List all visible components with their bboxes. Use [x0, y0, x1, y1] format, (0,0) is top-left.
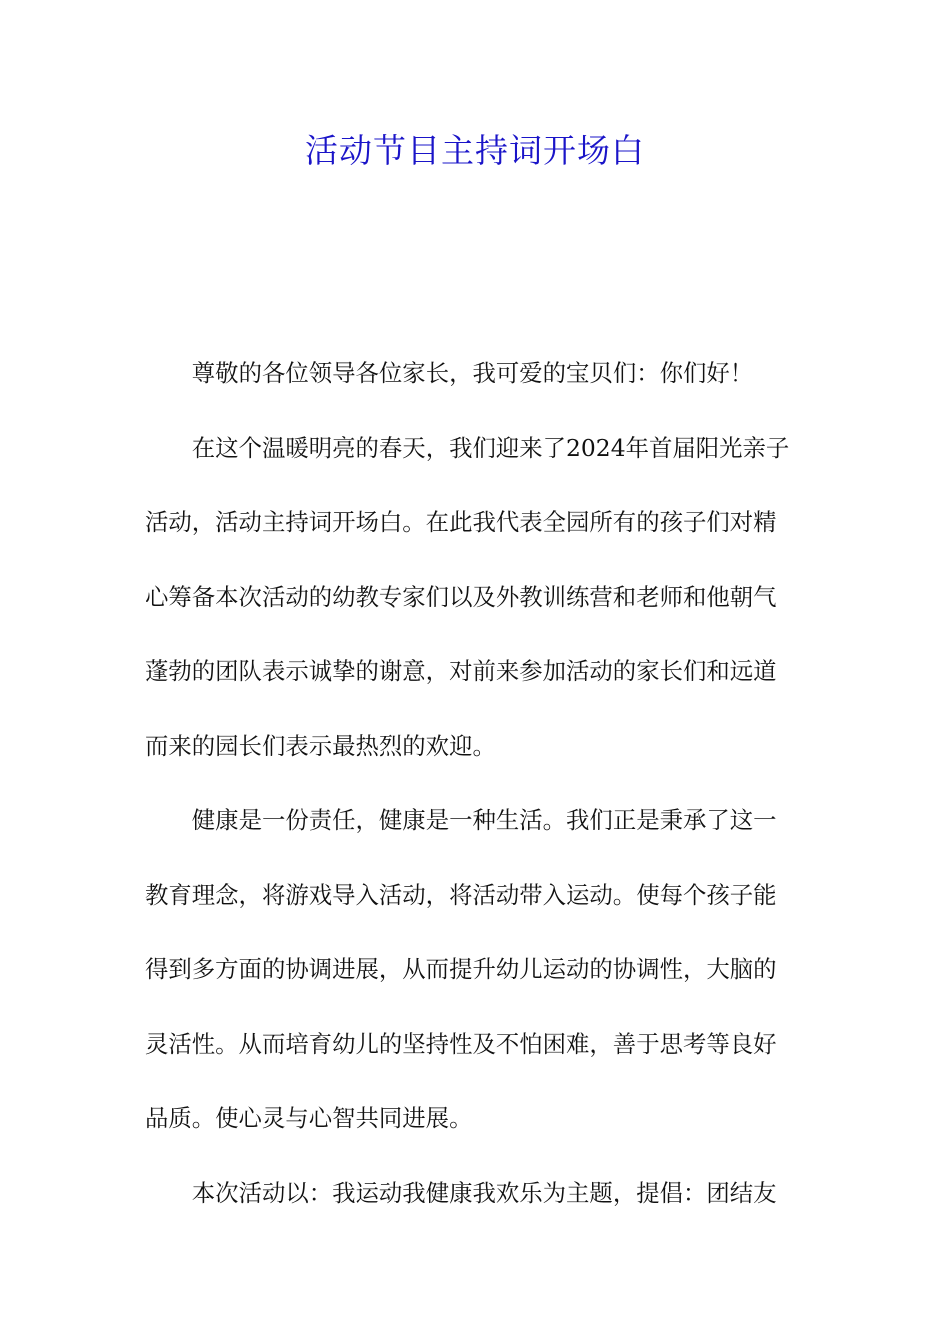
text-line: 健康是一份责任，健康是一种生活。我们正是秉承了这一 [191, 806, 777, 834]
text-line: 心筹备本次活动的幼教专家们以及外教训练营和老师和他朝气 [145, 582, 777, 611]
text-line: 本次活动以：我运动我健康我欢乐为主题，提倡：团结友 [191, 1178, 777, 1207]
paragraph-health [145, 783, 807, 1156]
text-line: 尊敬的各位领导各位家长，我可爱的宝贝们：你们好！ [191, 359, 754, 387]
text-line: 灵活性。从而培育幼儿的坚持性及不怕困难，善于思考等良好 [145, 1029, 777, 1058]
paragraph-theme [145, 1156, 807, 1231]
text-line: 在这个温暖明亮的春天，我们迎来了2024年首届阳光亲子 [191, 433, 790, 462]
text-line: 教育理念，将游戏导入活动，将活动带入运动。使每个孩子能 [145, 880, 777, 909]
text-line: 得到多方面的协调进展，从而提升幼儿运动的协调性，大脑的 [145, 955, 777, 983]
text-line: 品质。使心灵与心智共同进展。 [145, 1104, 473, 1132]
text-line: 活动，活动主持词开场白。在此我代表全园所有的孩子们对精 [145, 508, 777, 536]
text-line: 蓬勃的团队表示诚挚的谢意，对前来参加活动的家长们和远道 [145, 657, 777, 685]
text-line: 而来的园长们表示最热烈的欢迎。 [145, 731, 496, 760]
paragraph-welcome [145, 411, 807, 784]
document-body [145, 336, 807, 1230]
document-title: 活动节目主持词开场白 [305, 131, 645, 170]
paragraph-greeting [145, 336, 807, 411]
